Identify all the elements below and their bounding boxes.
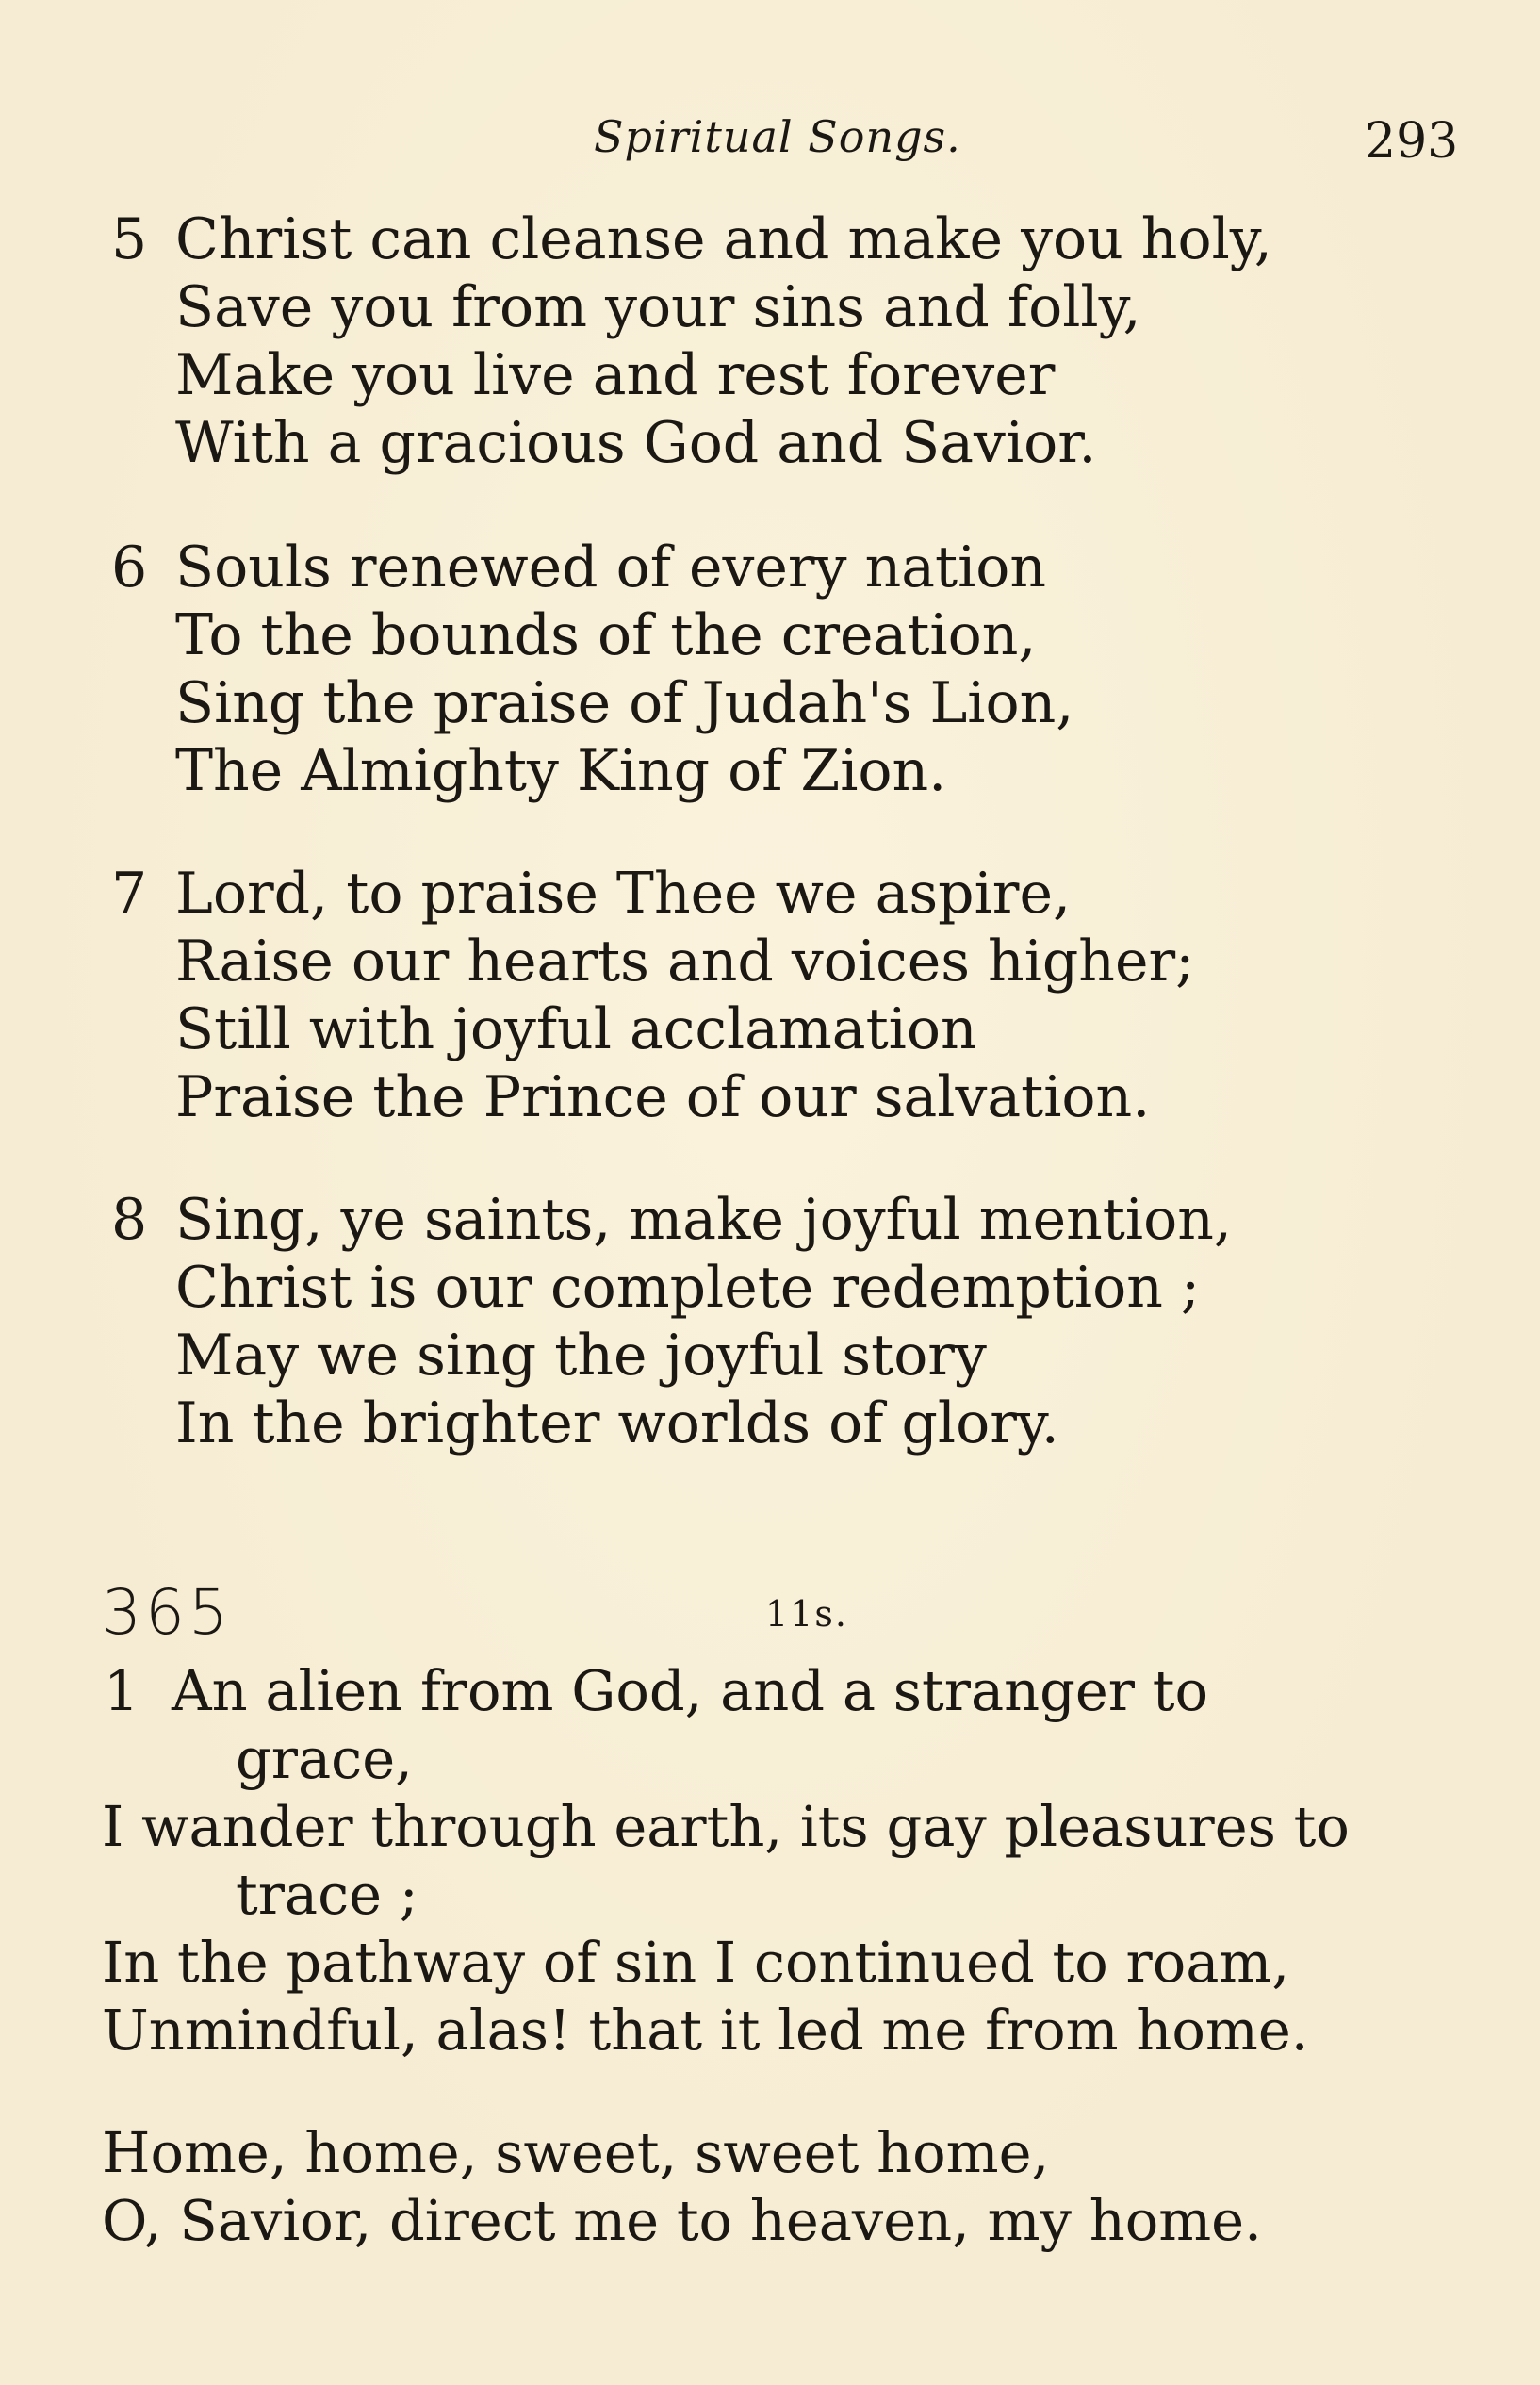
verse-line-text: The Almighty King of Zion. [175,738,947,804]
verse-line [0,1322,1540,1390]
verse-line-text: To the bounds of the creation, [175,602,1037,668]
verse-line [0,1997,1540,2064]
verse-line-text: May we sing the joyful story [175,1323,987,1389]
chorus-line-text: O, Savior, direct me to heaven, my home. [102,2188,1262,2253]
verse-line-text: grace, [236,1726,413,1791]
verse-line [0,737,1540,805]
verse-line [0,1186,1540,1254]
verse-line [0,206,1540,273]
verse-line [0,860,1540,928]
verse-line [0,995,1540,1063]
verse-line [0,1063,1540,1131]
verse-line-text: Raise our hearts and voices higher; [175,929,1195,995]
verse-line-text: Praise the Prince of our salvation. [175,1064,1151,1130]
verse-line-text: Souls renewed of every nation [175,535,1047,600]
verse-line [0,1793,1540,1861]
verse-line [0,534,1540,601]
hymn-stanza-1 [0,1657,1540,2064]
verse-line [0,601,1540,669]
stanza-number: 6 [111,535,148,600]
verse-line-text: In the pathway of sin I continued to roam, [102,1930,1290,1995]
verse-line-text: Unmindful, alas! that it led me from home. [102,1998,1309,2063]
verse-line [0,409,1540,477]
chorus-line [0,2119,1540,2187]
verse-line [0,1725,1540,1793]
stanza-number: 1 [104,1658,139,1723]
verse-line [0,1657,1540,1725]
verse-line-text: Still with joyful acclamation [175,996,977,1062]
verse-line [0,1254,1540,1322]
stanza-6 [0,534,1540,805]
chorus [0,2119,1540,2255]
verse-line-text: Sing, ye saints, make joyful mention, [175,1187,1232,1253]
verse-line-text: trace ; [236,1862,418,1927]
hymn-meter: 11s. [765,1593,848,1635]
stanza-number: 7 [111,861,148,927]
verse-line [0,669,1540,737]
verse-line-text: An alien from God, and a stranger to [172,1658,1208,1723]
chorus-line [0,2187,1540,2255]
stanza-8 [0,1186,1540,1457]
verse-line-text: I wander through earth, its gay pleasures to [102,1794,1350,1859]
verse-line-text: Lord, to praise Thee we aspire, [175,861,1072,927]
verse-line [0,928,1540,995]
verse-line [0,341,1540,409]
verse-line [0,1929,1540,1997]
stanza-number: 5 [111,206,148,272]
hymn-header [0,1576,1540,1652]
verse-line-text: Save you from your sins and folly, [175,274,1141,340]
verse-line-text: With a gracious God and Savior. [175,410,1097,476]
verse-line-text: Make you live and rest forever [175,342,1056,408]
verse-line [0,273,1540,341]
stanza-number: 8 [111,1187,148,1253]
running-title: Spiritual Songs. [594,111,961,162]
verse-line [0,1390,1540,1457]
chorus-line-text: Home, home, sweet, sweet home, [102,2120,1050,2185]
verse-line-text: Christ can cleanse and make you holy, [175,206,1272,272]
hymn-number: 365 [102,1576,232,1649]
stanza-5 [0,206,1540,477]
verse-line-text: Christ is our complete redemption ; [175,1255,1201,1321]
verse-line [0,1861,1540,1929]
verse-line-text: In the brighter worlds of glory. [175,1390,1059,1456]
running-head [0,111,1540,168]
page-number: 293 [1365,113,1459,170]
stanza-7 [0,860,1540,1131]
verse-line-text: Sing the praise of Judah's Lion, [175,670,1074,736]
